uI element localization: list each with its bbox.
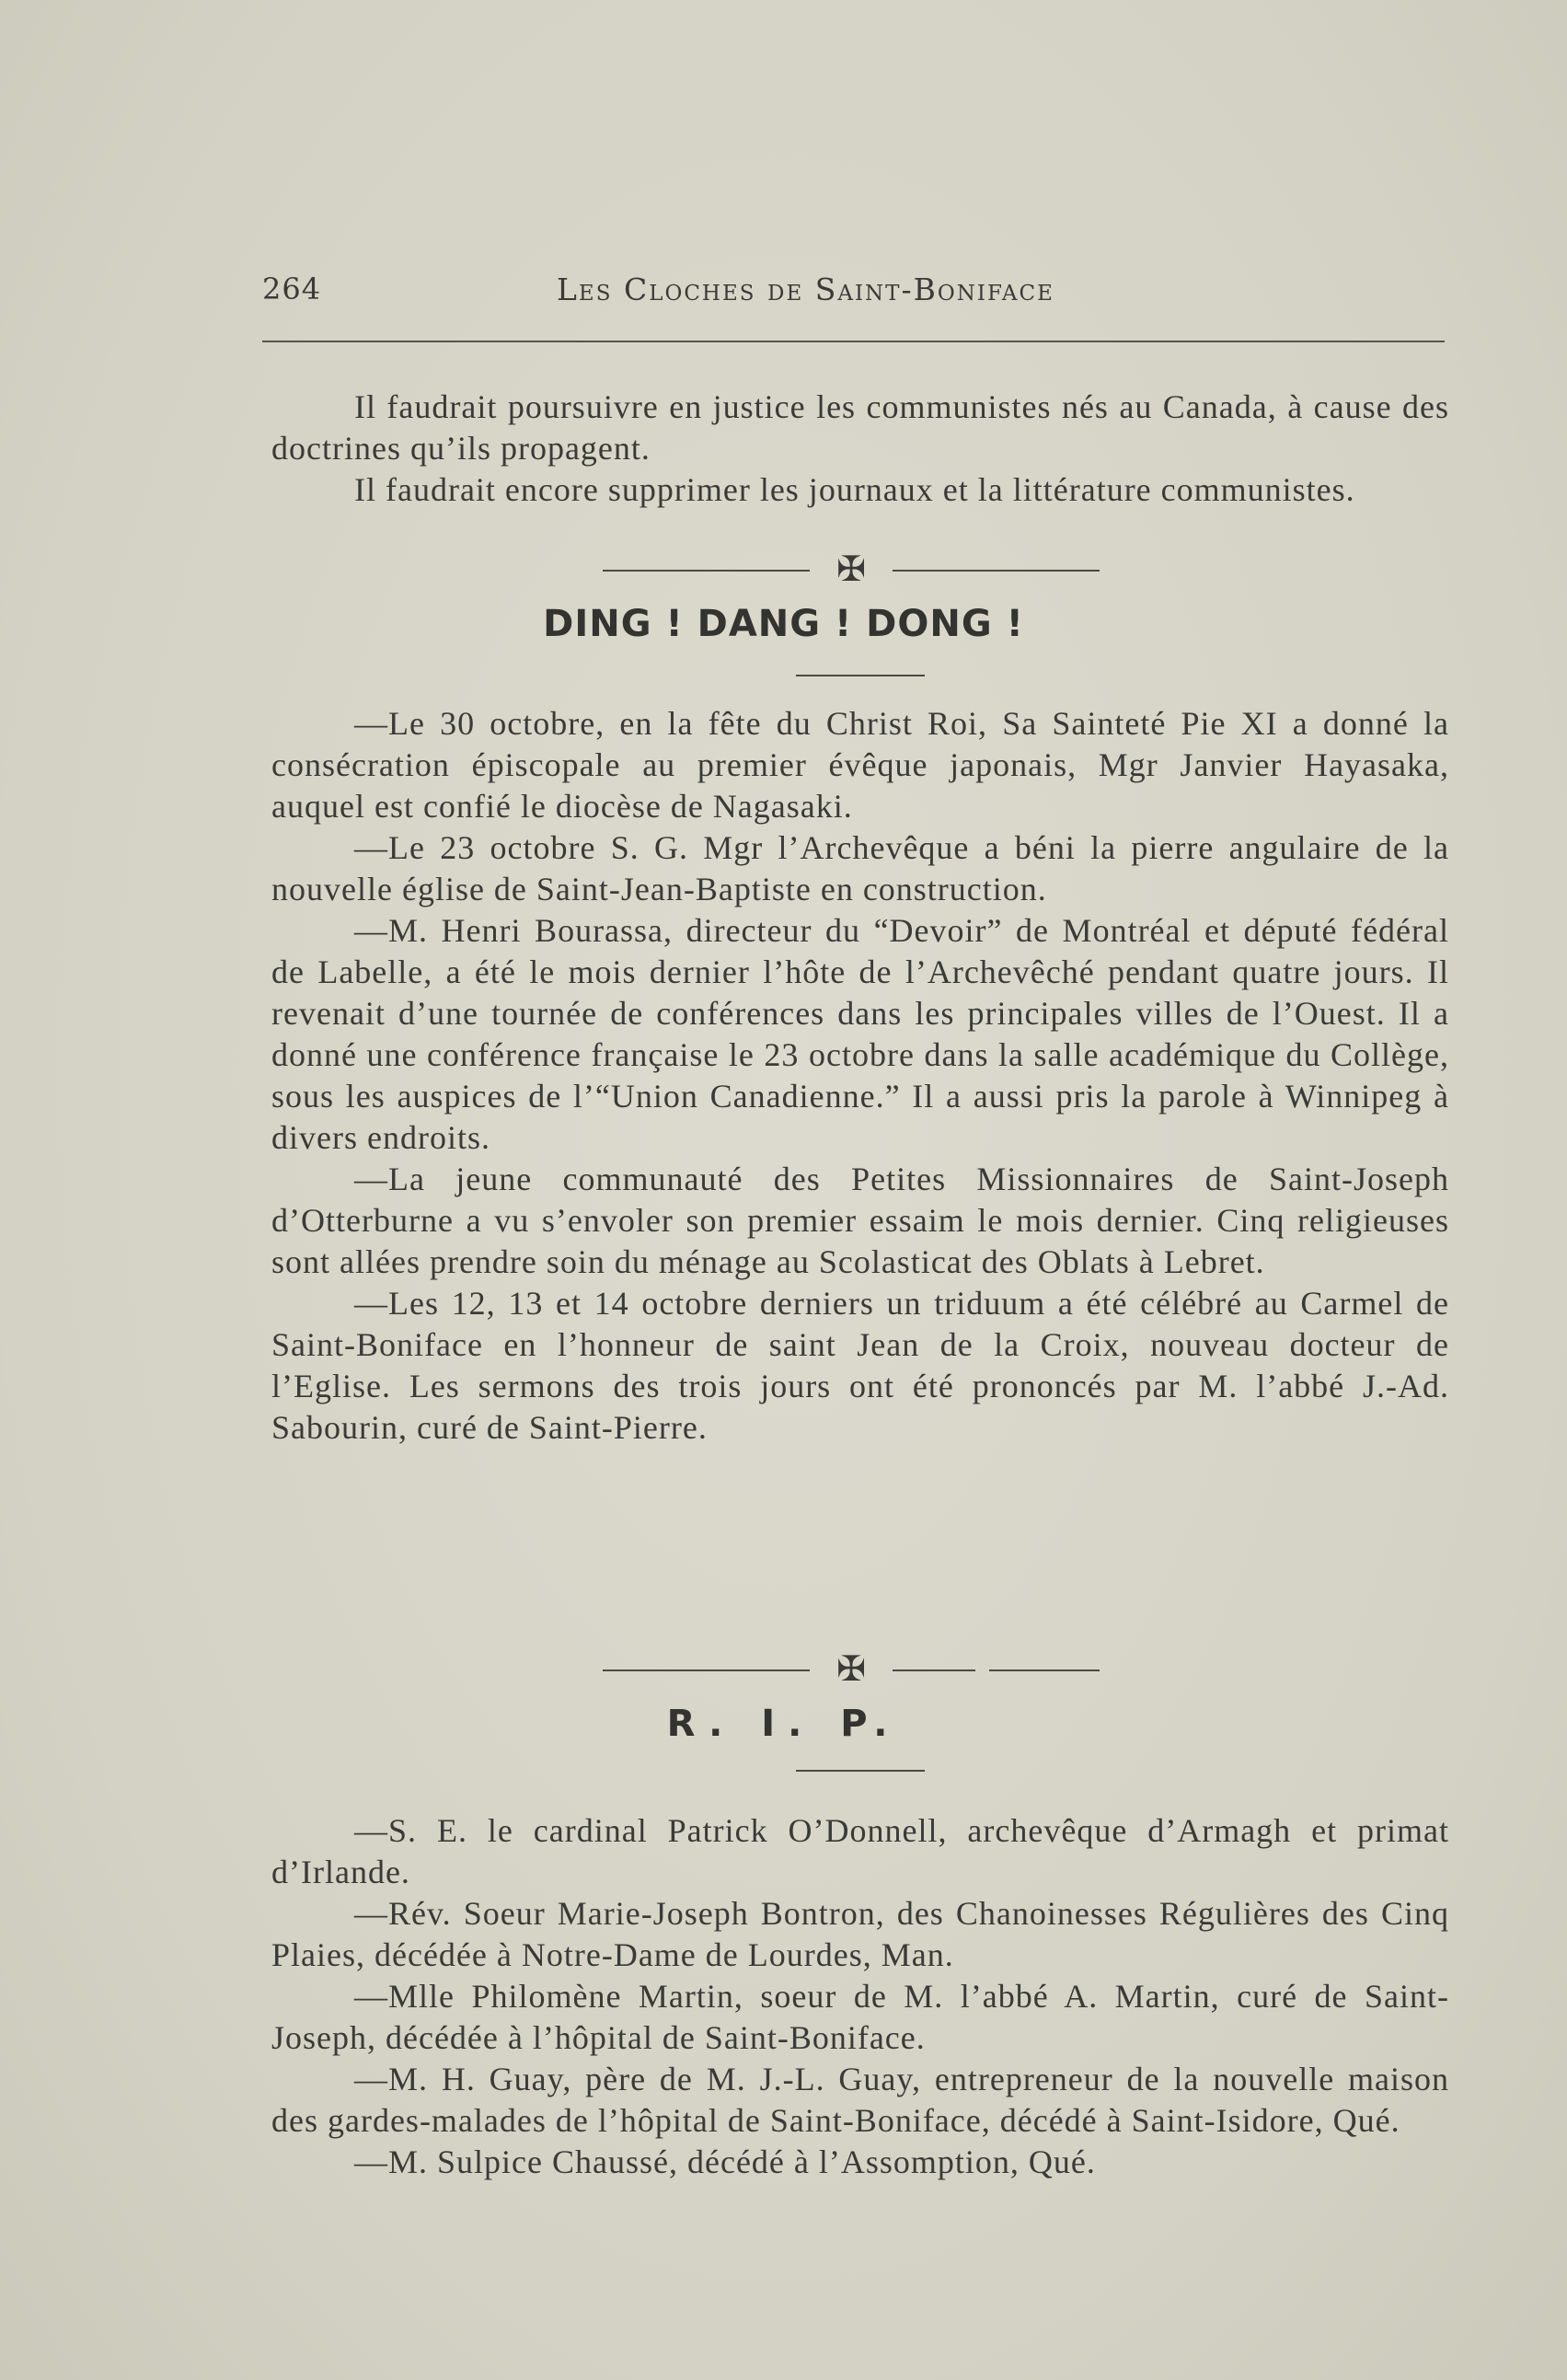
- header-rule: [262, 341, 1445, 342]
- obituary-item: —Mlle Philomène Martin, soeur de M. l’abbé A. Martin, curé de Saint-Joseph, décédée à l’hôpital de Saint-Boniface.: [271, 1978, 1449, 2056]
- heading-rule: [796, 1770, 925, 1772]
- intro-paragraph: Il faudrait encore supprimer les journaux et la littérature communistes.: [354, 471, 1355, 508]
- news-item: —M. Henri Bourassa, directeur du “Devoir” de Montréal et député fédéral de Labelle, a été le mois dernier l’hôte de l’Archevêché pendant quatre jours. Il revenait d’une tournée de conférences dans les principales villes de l’Ouest. Il a donné une conférence française le 23 octobre dans la salle académique du Collège, sous les auspices de l’“Union Canadienne.” Il a aussi pris la parole à Winnipeg à divers endroits.: [271, 912, 1449, 1156]
- intro-text: [271, 387, 1449, 511]
- cross-ornament-divider: [603, 549, 1100, 589]
- news-section: [271, 703, 1449, 1449]
- rip-heading: R. I. P.: [666, 1703, 901, 1745]
- running-title: Les Cloches de Saint-Boniface: [557, 272, 1054, 307]
- obituary-item: —Rév. Soeur Marie-Joseph Bontron, des Chanoinesses Régulières des Cinq Plaies, décédée à Notre-Dame de Lourdes, Man.: [271, 1895, 1449, 1973]
- maltese-cross-icon: ✠: [836, 549, 866, 589]
- ornament-line: [603, 570, 810, 572]
- intro-paragraph: Il faudrait poursuivre en justice les communistes nés au Canada, à cause des doctrines qu’ils propagent.: [271, 388, 1449, 467]
- news-item: —Les 12, 13 et 14 octobre derniers un triduum a été célébré au Carmel de Saint-Boniface en l’honneur de saint Jean de la Croix, nouveau docteur de l’Eglise. Les sermons des trois jours ont été prononcés par M. l’abbé J.-Ad. Sabourin, curé de Saint-Pierre.: [271, 1285, 1449, 1446]
- ornament-line: [603, 1669, 810, 1671]
- maltese-cross-icon: ✠: [836, 1648, 866, 1689]
- news-item: —Le 23 octobre S. G. Mgr l’Archevêque a béni la pierre angulaire de la nouvelle église de Saint-Jean-Baptiste en construction.: [271, 829, 1449, 907]
- obituary-item: —M. Sulpice Chaussé, décédé à l’Assomption, Qué.: [354, 2143, 1096, 2180]
- ornament-line: [893, 570, 1100, 572]
- page-number: 264: [262, 272, 322, 306]
- rip-section: [271, 1810, 1449, 2183]
- news-heading: DING ! DANG ! DONG !: [543, 603, 1024, 645]
- news-item: —La jeune communauté des Petites Missionnaires de Saint-Joseph d’Otterburne a vu s’envoler son premier essaim le mois dernier. Cinq religieuses sont allées prendre soin du ménage au Scolasticat des Oblats à Lebret.: [271, 1161, 1449, 1280]
- obituary-item: —M. H. Guay, père de M. J.-L. Guay, entrepreneur de la nouvelle maison des gardes-malades de l’hôpital de Saint-Boniface, décédé à Saint-Isidore, Qué.: [271, 2061, 1449, 2139]
- page-header: [262, 272, 1445, 318]
- ornament-line: [893, 1669, 975, 1671]
- news-item: —Le 30 octobre, en la fête du Christ Roi, Sa Sainteté Pie XI a donné la consécration épiscopale au premier évêque japonais, Mgr Janvier Hayasaka, auquel est confié le diocèse de Nagasaki.: [271, 705, 1449, 825]
- obituary-item: —S. E. le cardinal Patrick O’Donnell, archevêque d’Armagh et primat d’Irlande.: [271, 1812, 1449, 1890]
- cross-ornament-divider: [603, 1648, 1100, 1689]
- heading-rule: [796, 675, 925, 676]
- ornament-line: [989, 1669, 1100, 1671]
